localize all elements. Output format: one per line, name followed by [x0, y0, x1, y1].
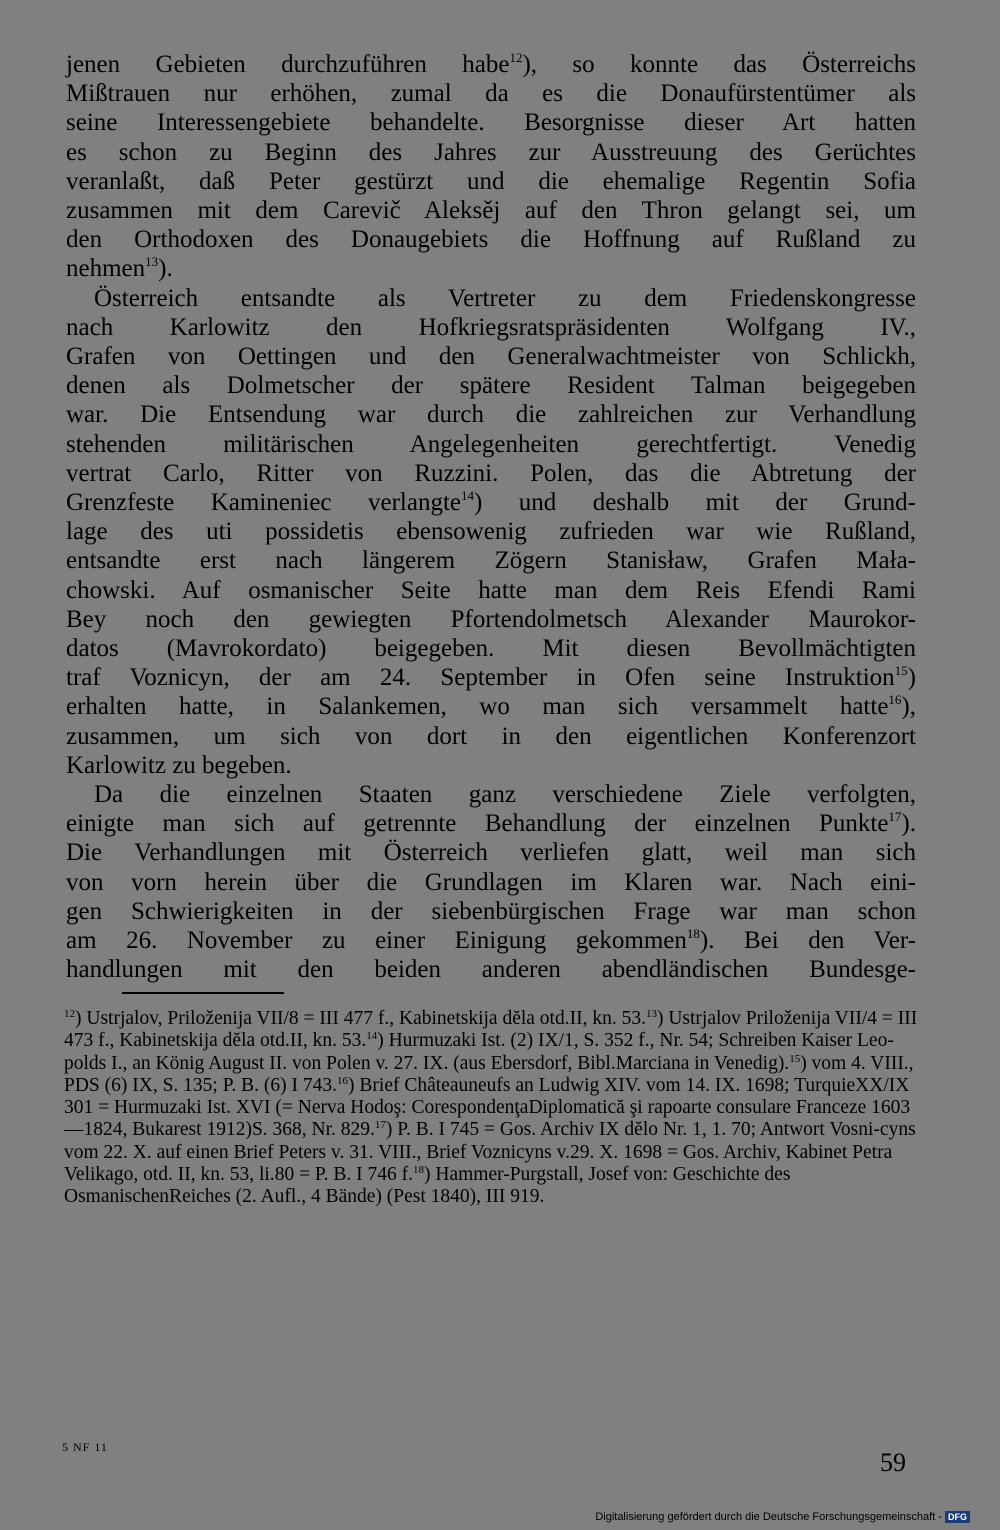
- footnote-line: [290, 1030, 366, 1051]
- text-segment: ).: [158, 255, 173, 283]
- footnote-line: [375, 1119, 880, 1140]
- text-segment: Mißtrauen nur erhöhen, zumal da es die Donaufürstentümer als: [66, 80, 916, 108]
- text-line: [66, 488, 916, 517]
- footnote-text: ) Brief Châteauneufs an Ludwig XIV. vom 14. IX. 1698; Turquie: [348, 1074, 856, 1096]
- text-segment: Karlowitz zu begeben.: [66, 751, 292, 779]
- text-segment: es schon zu Beginn des Jahres zur Ausstreuung des Gerüchtes: [66, 138, 916, 166]
- text-line: [66, 196, 916, 225]
- footnote-text: cyns vom 22. X. auf einen Brief Peters v. 31. VIII., Brief Voznicyns v.: [64, 1119, 916, 1163]
- text-segment: veranlaßt, daß Peter gestürzt und die ehemalige Regentin Sofia: [66, 167, 916, 195]
- footnote-line: [337, 1075, 855, 1096]
- footnote-text: 29. X. 1698 = Gos. Archiv, Kabinet Petra Velikago, otd. II, kn. 53, li.: [64, 1141, 893, 1186]
- text-segment: entsandte erst nach längerem Zögern Stanisław, Grafen Mała-: [66, 547, 916, 575]
- text-segment: seine Interessengebiete behandelte. Besorgnisse dieser Art hatten: [66, 109, 916, 137]
- text-segment: stehenden militärischen Angelegenheiten gerechtfertigt. Venedig: [66, 430, 916, 458]
- text-line: [66, 342, 916, 371]
- footnote-text: 80 = P. B. I 746 f.: [274, 1164, 413, 1186]
- text-segment: nach Karlowitz den Hofkriegsratspräsidenten Wolfgang IV.,: [66, 313, 916, 341]
- footnote-number: 15: [789, 1052, 801, 1065]
- footnote-line: [616, 1053, 789, 1074]
- text-line: [66, 371, 916, 400]
- text-segment: denen als Dolmetscher der spätere Resident Talman beigegeben: [66, 372, 916, 400]
- footnote-text: Marciana in Venedig).: [615, 1052, 790, 1074]
- text-line: [66, 167, 916, 196]
- footnote-text: ) Ustrjalov Priloženija VII/4 = III 473 f., Kabinetskija dĕla otd.: [64, 1008, 918, 1052]
- text-line: [66, 79, 916, 108]
- text-line: [66, 459, 916, 488]
- footnote-ref[interactable]: 12: [509, 50, 523, 65]
- footnote-text: Diplomatică şi rapoarte consulare Franceze 1603—1824, Bukarest 1912): [64, 1097, 911, 1141]
- text-segment: ) und deshalb mit der Grund-: [474, 489, 917, 517]
- footnote-ref[interactable]: 18: [686, 926, 700, 942]
- footnote-number: 16: [337, 1074, 349, 1087]
- footnote-number: 17: [374, 1119, 386, 1132]
- text-line: [66, 809, 916, 838]
- text-line: [66, 780, 916, 809]
- text-line: [66, 926, 916, 955]
- footnote-line: [64, 1008, 570, 1029]
- text-line: [66, 546, 916, 575]
- text-line: [66, 50, 916, 79]
- text-line: [66, 722, 916, 751]
- footnote-text: ) vom 4. VIII., PDS (6) IX, S. 135; P. B. (6) I 743.: [64, 1052, 914, 1096]
- text-line: [66, 430, 916, 459]
- text-segment: vertrat Carlo, Ritter von Ruzzini. Polen, das die Abtretung der: [66, 459, 916, 487]
- text-segment: Bey noch den gewiegten Pfortendolmetsch Alexander Maurokor-: [66, 605, 916, 633]
- footnote-ref[interactable]: 16: [888, 692, 902, 708]
- footnote-text: II, kn. 53.: [289, 1030, 367, 1052]
- text-segment: war. Die Entsendung war durch die zahlreichen zur Verhandlung: [66, 401, 916, 429]
- footnote-text: ) Hurmuzaki Ist. (2) IX/1, S. 352 f., Nr. 54; Schreiben Kaiser Leo-: [377, 1030, 894, 1052]
- text-line: [66, 576, 916, 605]
- text-line: [66, 955, 916, 984]
- footnote-number: 14: [366, 1030, 378, 1043]
- text-segment: zusammen mit dem Carevič Aleksěj auf den Thron gelangt sei, um: [66, 197, 916, 225]
- footnote-line: [570, 1008, 646, 1029]
- credit-text: Digitalisierung gefördert durch die Deutsche Forschungsgemeinschaft -: [595, 1511, 942, 1523]
- text-line: [66, 897, 916, 926]
- text-segment: Die Verhandlungen mit Österreich verliefen glatt, weil man sich: [66, 839, 916, 867]
- text-segment: von vorn herein über die Grundlagen im Klaren war. Nach eini-: [66, 868, 916, 896]
- text-segment: lage des uti possidetis ebensowenig zufrieden war wie Rußland,: [66, 518, 916, 546]
- text-segment: Da die einzelnen Staaten ganz verschiedene Ziele verfolgten,: [94, 781, 916, 809]
- text-segment: am 26. November zu einer Einigung gekommen: [66, 927, 687, 955]
- text-line: [66, 605, 916, 634]
- text-segment: chowski. Auf osmanischer Seite hatte man dem Reis Efendi Rami: [66, 576, 916, 604]
- text-segment: ).: [901, 810, 916, 838]
- footnote-line: [252, 1119, 375, 1140]
- footnote-text: XX/IX 301 = Hurmuzaki Ist. XVI (= Nerva Hodoş: Corespondenţa: [64, 1074, 910, 1119]
- text-segment: gen Schwierigkeiten in der siebenbürgischen Frage war man schon: [66, 897, 916, 925]
- footnote-line: [64, 1053, 616, 1074]
- text-segment: ),: [901, 693, 916, 721]
- text-line: [66, 634, 916, 663]
- text-segment: Österreich entsandte als Vertreter zu dem Friedenskongresse: [94, 284, 916, 312]
- footnote-line: [275, 1164, 413, 1185]
- text-segment: ). Bei den Ver-: [699, 927, 916, 955]
- text-segment: datos (Mavrokordato) beigegeben. Mit diesen Bevollmächtigten: [66, 635, 916, 663]
- text-segment: den Orthodoxen des Donaugebiets die Hoffnung auf Rußland zu: [66, 226, 916, 254]
- text-segment: traf Voznicyn, der am 24. September in Ofen seine Instruktion: [66, 664, 895, 692]
- printer-signature: 5 NF 11: [62, 1440, 108, 1454]
- footnote-text: Reiches (2. Aufl., 4 Bände) (Pest 1840), III 919.: [169, 1186, 545, 1208]
- digitization-credit: [595, 1511, 970, 1523]
- text-segment: Grenzfeste Kamineniec verlangte: [66, 489, 461, 517]
- text-segment: Grafen von Oettingen und den Generalwachtmeister von Schlickh,: [66, 343, 916, 371]
- text-line: [66, 254, 916, 283]
- footnote-text: ) Ustrjalov, Priloženija VII/8 = III 477 f., Kabinetskija dĕla otd.: [75, 1008, 570, 1029]
- footnote-ref[interactable]: 14: [461, 488, 474, 504]
- text-segment: ), so konnte das Österreichs: [522, 51, 916, 78]
- main-text: [66, 50, 916, 985]
- text-line: [66, 313, 916, 342]
- text-segment: ): [907, 664, 916, 692]
- text-segment: jenen Gebieten durchzuführen habe: [66, 51, 510, 78]
- text-line: [66, 517, 916, 546]
- footnotes: [64, 1008, 918, 1209]
- text-segment: zusammen, um sich von dort in den eigentlichen Konferenzort: [66, 722, 916, 750]
- text-segment: nehmen: [66, 255, 146, 283]
- text-segment: handlungen mit den beiden anderen abendländischen Bundesge-: [66, 956, 916, 984]
- text-line: [66, 692, 916, 721]
- text-line: [66, 284, 916, 313]
- footnote-ref[interactable]: 17: [888, 809, 902, 825]
- footnote-number: 12: [64, 1008, 75, 1020]
- text-line: [66, 663, 916, 692]
- footnote-number: 18: [413, 1164, 424, 1177]
- footnote-text: polds I., an König August II. von Polen v. 27. IX. (aus Ebersdorf, Bibl.: [64, 1052, 616, 1074]
- page-number: 59: [880, 1448, 906, 1477]
- footnote-separator: [122, 992, 284, 994]
- footnote-line: [169, 1186, 544, 1207]
- footnote-text: S. 368, Nr. 829.: [251, 1119, 375, 1141]
- footnote-ref[interactable]: 15: [894, 663, 908, 679]
- text-segment: einigte man sich auf getrennte Behandlung der einzelnen Punkte: [66, 810, 889, 838]
- text-line: [66, 225, 916, 254]
- footnote-ref[interactable]: 13: [145, 254, 159, 270]
- footnote-text: ) Hammer-Purgstall, Josef von: Geschichte des Osmanischen: [64, 1164, 791, 1208]
- footnote-line: [366, 1030, 894, 1051]
- footnote-text: ) P. B. I 745 = Gos. Archiv IX dĕlo Nr. 1, 1. 70; Antwort Vosni-: [385, 1119, 880, 1141]
- text-segment: erhalten hatte, in Salankemen, wo man sich versammelt hatte: [66, 693, 889, 721]
- text-line: [66, 138, 916, 167]
- text-line: [66, 868, 916, 897]
- dfg-logo: DFG: [945, 1511, 970, 1523]
- text-line: [66, 751, 916, 780]
- text-line: [66, 108, 916, 137]
- text-line: [66, 400, 916, 429]
- text-line: [66, 838, 916, 867]
- footnote-number: 13: [645, 1008, 657, 1020]
- footnote-text: II, kn. 53.: [569, 1008, 646, 1029]
